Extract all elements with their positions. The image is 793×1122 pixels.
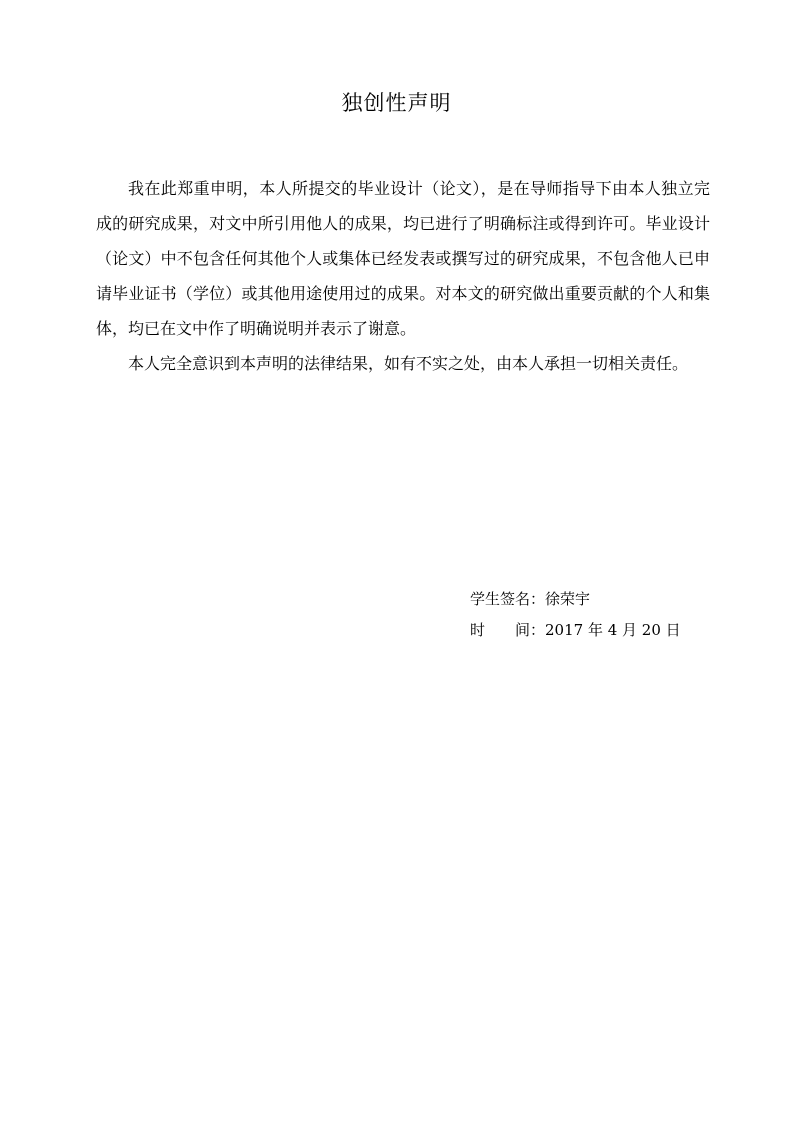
- date-row: [470, 615, 770, 646]
- declaration-paragraph-1: 我在此郑重申明，本人所提交的毕业设计（论文），是在导师指导下由本人独立完成的研究成果，对文中所引用他人的成果，均已进行了明确标注或得到许可。毕业设计（论文）中不包含任何其他个人或集体已经发表或撰写过的研究成果，不包含他人已申请毕业证书（学位）或其他用途使用过的成果。对本文的研究做出重要贡献的个人和集体，均已在文中作了明确说明并表示了谢意。: [96, 179, 710, 338]
- declaration-body: [96, 171, 710, 381]
- signature-block: [470, 584, 770, 646]
- date-label: 时 间：: [470, 621, 546, 639]
- declaration-paragraph-2: 本人完全意识到本声明的法律结果，如有不实之处，由本人承担一切相关责任。: [128, 354, 689, 373]
- date-value: 2017 年 4 月 20 日: [545, 621, 681, 639]
- signer-name: 徐荣宇: [545, 590, 591, 608]
- page-title: 独创性声明: [341, 91, 452, 115]
- signer-row: [470, 584, 770, 615]
- signer-label: 学生签名：: [470, 590, 546, 608]
